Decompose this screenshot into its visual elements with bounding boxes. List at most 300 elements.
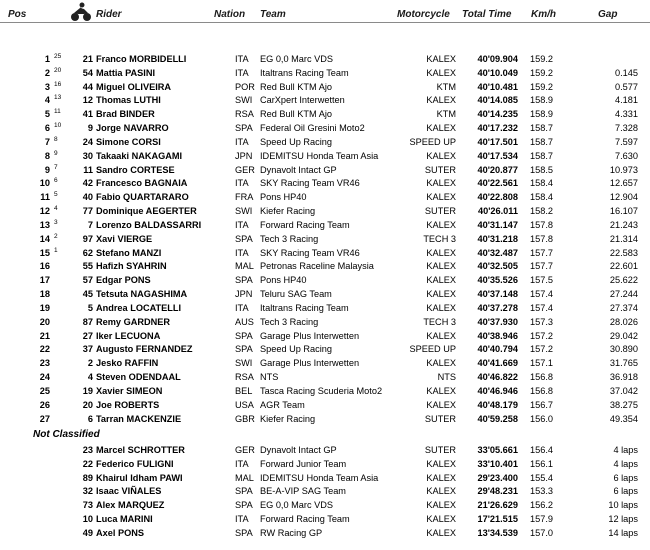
motorcycle-cell: KALEX bbox=[426, 330, 456, 341]
rider-name-cell: Franco MORBIDELLI bbox=[96, 54, 187, 64]
rider-name-cell: Jesko RAFFIN bbox=[96, 358, 159, 369]
speed-cell: 159.2 bbox=[530, 67, 553, 78]
speed-cell: 157.0 bbox=[530, 527, 553, 538]
nation-cell: SWI bbox=[235, 95, 253, 106]
rider-number-cell: 32 bbox=[82, 486, 93, 497]
rider-number-cell: 30 bbox=[82, 150, 93, 161]
not-classified-row bbox=[0, 457, 650, 471]
result-row bbox=[0, 315, 650, 329]
result-row bbox=[0, 93, 650, 107]
position-cell: 15 bbox=[39, 247, 50, 258]
rider-number-cell: 24 bbox=[82, 136, 93, 147]
speed-cell: 159.2 bbox=[530, 81, 553, 92]
gap-cell: 49.354 bbox=[609, 413, 638, 424]
total-time-cell: 33'05.661 bbox=[477, 445, 518, 455]
result-row bbox=[0, 356, 650, 370]
rider-name-cell: Mattia PASINI bbox=[96, 67, 156, 78]
team-cell: Red Bull KTM Ajo bbox=[260, 81, 332, 92]
not-classified-row bbox=[0, 526, 650, 540]
team-cell: Kiefer Racing bbox=[260, 206, 316, 217]
speed-cell: 156.0 bbox=[530, 413, 553, 424]
gap-cell: 4 laps bbox=[613, 445, 638, 455]
position-cell: 21 bbox=[39, 330, 50, 341]
speed-cell: 158.5 bbox=[530, 164, 553, 175]
rider-name-cell: Francesco BAGNAIA bbox=[96, 178, 188, 189]
nation-cell: USA bbox=[235, 399, 254, 410]
nation-cell: SPA bbox=[235, 344, 253, 355]
rider-name-cell: Alex MARQUEZ bbox=[96, 500, 165, 511]
team-cell: Italtrans Racing Team bbox=[260, 67, 349, 78]
position-cell: 19 bbox=[39, 302, 50, 313]
motorcycle-cell: KALEX bbox=[426, 514, 456, 525]
result-row bbox=[0, 246, 650, 260]
total-time-cell: 40'46.946 bbox=[477, 385, 518, 396]
team-cell: Tech 3 Racing bbox=[260, 316, 319, 327]
team-cell: IDEMITSU Honda Team Asia bbox=[260, 472, 379, 483]
rider-name-cell: Augusto FERNANDEZ bbox=[96, 344, 193, 355]
total-time-cell: 29'48.231 bbox=[477, 486, 518, 497]
team-cell: RW Racing GP bbox=[260, 527, 323, 538]
speed-cell: 158.2 bbox=[530, 206, 553, 217]
nation-cell: ITA bbox=[235, 136, 249, 147]
position-cell: 18 bbox=[39, 289, 50, 300]
result-row bbox=[0, 190, 650, 204]
position-cell: 10 bbox=[39, 178, 50, 189]
total-time-cell: 40'17.534 bbox=[477, 150, 518, 161]
speed-cell: 157.7 bbox=[530, 261, 553, 272]
rider-name-cell: Joe ROBERTS bbox=[96, 399, 160, 410]
nation-cell: GER bbox=[235, 445, 255, 455]
rider-name-cell: Dominique AEGERTER bbox=[96, 206, 197, 217]
position-cell: 1 bbox=[44, 54, 50, 64]
motorcycle-cell: KTM bbox=[436, 81, 456, 92]
total-time-cell: 21'26.629 bbox=[477, 500, 518, 511]
motorcycle-cell: SPEED UP bbox=[409, 136, 456, 147]
rider-number-cell: 89 bbox=[82, 472, 93, 483]
grid-position-cell: 13 bbox=[54, 94, 62, 102]
motorcycle-cell: KALEX bbox=[426, 95, 456, 106]
motorcycle-cell: KALEX bbox=[426, 261, 456, 272]
gap-cell: 12.904 bbox=[609, 192, 638, 203]
not-classified-row bbox=[0, 443, 650, 457]
motorcycle-cell: NTS bbox=[437, 372, 456, 383]
rider-number-cell: 27 bbox=[82, 330, 93, 341]
result-row bbox=[0, 342, 650, 356]
total-time-cell: 40'38.946 bbox=[477, 330, 518, 341]
rider-number-cell: 23 bbox=[82, 445, 93, 455]
rider-name-cell: Miguel OLIVEIRA bbox=[96, 81, 172, 92]
nation-cell: ITA bbox=[235, 219, 249, 230]
nation-cell: FRA bbox=[235, 192, 254, 203]
speed-cell: 157.5 bbox=[530, 275, 553, 286]
motorcycle-cell: KALEX bbox=[426, 486, 456, 497]
total-time-cell: 40'10.481 bbox=[477, 81, 518, 92]
nation-cell: ITA bbox=[235, 54, 249, 64]
gap-cell: 27.244 bbox=[609, 289, 638, 300]
nation-cell: ITA bbox=[235, 67, 249, 78]
total-time-cell: 40'14.085 bbox=[477, 95, 518, 106]
grid-position-cell: 11 bbox=[54, 108, 61, 116]
rider-name-cell: Federico FULIGNI bbox=[96, 458, 174, 469]
rider-number-cell: 57 bbox=[82, 275, 93, 286]
gap-cell: 10 laps bbox=[608, 500, 638, 511]
rider-name-cell: Takaaki NAKAGAMI bbox=[96, 150, 183, 161]
col-pos-header: Pos bbox=[8, 9, 27, 20]
rider-number-cell: 77 bbox=[82, 206, 93, 217]
rider-number-cell: 12 bbox=[82, 95, 93, 106]
speed-cell: 156.4 bbox=[530, 445, 553, 455]
rider-name-cell: Remy GARDNER bbox=[96, 316, 171, 327]
rider-name-cell: Khairul Idham PAWI bbox=[96, 472, 183, 483]
grid-position-cell: 1 bbox=[54, 246, 58, 254]
result-row bbox=[0, 80, 650, 94]
rider-number-cell: 7 bbox=[87, 219, 93, 230]
speed-cell: 158.7 bbox=[530, 136, 553, 147]
position-cell: 8 bbox=[44, 150, 50, 161]
motorcycle-cell: KALEX bbox=[426, 399, 456, 410]
motorcycle-cell: KALEX bbox=[426, 192, 456, 203]
rider-number-cell: 45 bbox=[82, 289, 93, 300]
rider-name-cell: Thomas LUTHI bbox=[96, 95, 161, 106]
speed-cell: 156.1 bbox=[530, 458, 553, 469]
rider-number-cell: 42 bbox=[82, 178, 93, 189]
nation-cell: SPA bbox=[235, 330, 253, 341]
gap-cell: 28.026 bbox=[609, 316, 638, 327]
team-cell: Garage Plus Interwetten bbox=[260, 330, 360, 341]
position-cell: 7 bbox=[44, 136, 50, 147]
total-time-cell: 40'09.904 bbox=[477, 54, 518, 64]
rider-number-cell: 10 bbox=[82, 514, 93, 525]
team-cell: Federal Oil Gresini Moto2 bbox=[260, 123, 365, 134]
rider-number-cell: 49 bbox=[82, 527, 93, 538]
col-team-header: Team bbox=[260, 9, 286, 20]
rider-name-cell: Axel PONS bbox=[96, 527, 144, 538]
total-time-cell: 40'41.669 bbox=[477, 358, 518, 369]
position-cell: 2 bbox=[44, 67, 50, 78]
speed-cell: 157.9 bbox=[530, 514, 553, 525]
grid-position-cell: 25 bbox=[54, 53, 62, 60]
nation-cell: ITA bbox=[235, 514, 249, 525]
gap-cell: 21.314 bbox=[609, 233, 638, 244]
gap-cell: 7.597 bbox=[615, 136, 638, 147]
nation-cell: AUS bbox=[235, 316, 254, 327]
gap-cell: 7.630 bbox=[615, 150, 638, 161]
result-row bbox=[0, 301, 650, 315]
team-cell: Forward Racing Team bbox=[260, 219, 350, 230]
team-cell: EG 0,0 Marc VDS bbox=[260, 500, 334, 511]
gap-cell: 22.601 bbox=[609, 261, 638, 272]
nation-cell: GER bbox=[235, 164, 255, 175]
motorcycle-cell: KALEX bbox=[426, 472, 456, 483]
gap-cell: 29.042 bbox=[609, 330, 638, 341]
total-time-cell: 40'48.179 bbox=[477, 399, 518, 410]
gap-cell: 38.275 bbox=[609, 399, 638, 410]
rider-number-cell: 55 bbox=[82, 261, 93, 272]
speed-cell: 157.7 bbox=[530, 247, 553, 258]
grid-position-cell: 20 bbox=[54, 66, 62, 74]
rider-number-cell: 54 bbox=[82, 67, 93, 78]
team-cell: Tech 3 Racing bbox=[260, 233, 319, 244]
result-row bbox=[0, 121, 650, 135]
team-cell: BE-A-VIP SAG Team bbox=[260, 486, 346, 497]
results-header bbox=[0, 0, 650, 22]
col-rider-header: Rider bbox=[96, 9, 122, 20]
position-cell: 24 bbox=[39, 372, 50, 383]
motorcycle-cell: KALEX bbox=[426, 385, 456, 396]
col-motorcycle-header: Motorcycle bbox=[397, 9, 450, 20]
result-row bbox=[0, 384, 650, 398]
team-cell: Forward Junior Team bbox=[260, 458, 347, 469]
gap-cell: 14 laps bbox=[608, 527, 638, 538]
result-row bbox=[0, 204, 650, 218]
motorcycle-cell: KALEX bbox=[426, 500, 456, 511]
speed-cell: 156.8 bbox=[530, 372, 553, 383]
gap-cell: 6 laps bbox=[613, 472, 638, 483]
team-cell: Speed Up Racing bbox=[260, 136, 333, 147]
position-cell: 23 bbox=[39, 358, 50, 369]
result-row bbox=[0, 149, 650, 163]
speed-cell: 156.7 bbox=[530, 399, 553, 410]
rider-name-cell: Stefano MANZI bbox=[96, 247, 162, 258]
nation-cell: SPA bbox=[235, 233, 253, 244]
speed-cell: 157.8 bbox=[530, 233, 553, 244]
rider-name-cell: Edgar PONS bbox=[96, 275, 151, 286]
result-row bbox=[0, 273, 650, 287]
grid-position-cell: 8 bbox=[54, 135, 58, 143]
motorcycle-cell: SPEED UP bbox=[409, 344, 456, 355]
grid-position-cell: 6 bbox=[54, 177, 58, 185]
speed-cell: 157.3 bbox=[530, 316, 553, 327]
rider-number-cell: 5 bbox=[87, 302, 93, 313]
rider-number-cell: 22 bbox=[82, 458, 93, 469]
team-cell: CarXpert Interwetten bbox=[260, 95, 345, 106]
motorcycle-cell: KALEX bbox=[426, 458, 456, 469]
position-cell: 5 bbox=[44, 109, 50, 120]
speed-cell: 153.3 bbox=[530, 486, 553, 497]
rider-number-cell: 9 bbox=[87, 123, 93, 134]
motorcycle-cell: KALEX bbox=[426, 302, 456, 313]
rider-number-cell: 62 bbox=[82, 247, 93, 258]
result-row bbox=[0, 218, 650, 232]
motorcycle-cell: KALEX bbox=[426, 219, 456, 230]
nation-cell: MAL bbox=[235, 261, 254, 272]
col-kmh-header: Km/h bbox=[531, 9, 556, 20]
total-time-cell: 33'10.401 bbox=[477, 458, 518, 469]
team-cell: Red Bull KTM Ajo bbox=[260, 109, 332, 120]
grid-position-cell: 3 bbox=[54, 218, 58, 226]
team-cell: Teluru SAG Team bbox=[260, 289, 332, 300]
gap-cell: 4.181 bbox=[615, 95, 638, 106]
motorcycle-cell: SUTER bbox=[424, 413, 456, 424]
gap-cell: 37.042 bbox=[609, 385, 638, 396]
total-time-cell: 40'17.232 bbox=[477, 123, 518, 134]
gap-cell: 22.583 bbox=[609, 247, 638, 258]
team-cell: Petronas Raceline Malaysia bbox=[260, 261, 374, 272]
motorcycle-cell: KALEX bbox=[426, 527, 456, 538]
motorcycle-cell: TECH 3 bbox=[423, 233, 456, 244]
team-cell: AGR Team bbox=[260, 399, 305, 410]
position-cell: 16 bbox=[39, 261, 50, 272]
rider-number-cell: 41 bbox=[82, 109, 93, 120]
position-cell: 17 bbox=[39, 275, 50, 286]
rider-name-cell: Tarran MACKENZIE bbox=[96, 413, 182, 424]
nation-cell: SPA bbox=[235, 123, 253, 134]
total-time-cell: 40'31.218 bbox=[477, 233, 518, 244]
position-cell: 20 bbox=[39, 316, 50, 327]
col-total-time-header: Total Time bbox=[462, 9, 512, 20]
team-cell: Garage Plus Interwetten bbox=[260, 358, 360, 369]
rider-name-cell: Sandro CORTESE bbox=[96, 164, 175, 175]
rider-name-cell: Steven ODENDAAL bbox=[96, 372, 181, 383]
motorcycle-cell: TECH 3 bbox=[423, 316, 456, 327]
result-row bbox=[0, 259, 650, 273]
motorcycle-cell: KALEX bbox=[426, 289, 456, 300]
total-time-cell: 40'22.561 bbox=[477, 178, 518, 189]
grid-position-cell: 2 bbox=[54, 232, 58, 240]
total-time-cell: 40'22.808 bbox=[477, 192, 518, 203]
gap-cell: 30.890 bbox=[609, 344, 638, 355]
grid-position-cell: 5 bbox=[54, 191, 58, 199]
gap-cell: 4.331 bbox=[615, 109, 638, 120]
motorcycle-cell: KALEX bbox=[426, 358, 456, 369]
total-time-cell: 40'32.505 bbox=[477, 261, 518, 272]
total-time-cell: 40'17.501 bbox=[477, 136, 518, 147]
result-row bbox=[0, 52, 650, 66]
rider-number-cell: 4 bbox=[87, 372, 93, 383]
position-cell: 22 bbox=[39, 344, 50, 355]
result-row bbox=[0, 412, 650, 426]
position-cell: 27 bbox=[39, 413, 50, 424]
rider-number-cell: 20 bbox=[82, 399, 93, 410]
header-divider bbox=[0, 22, 650, 23]
team-cell: Kiefer Racing bbox=[260, 413, 316, 424]
position-cell: 26 bbox=[39, 399, 50, 410]
gap-cell: 16.107 bbox=[609, 206, 638, 217]
speed-cell: 158.9 bbox=[530, 95, 553, 106]
rider-name-cell: Tetsuta NAGASHIMA bbox=[96, 289, 188, 300]
gap-cell: 4 laps bbox=[613, 458, 638, 469]
col-gap-header: Gap bbox=[598, 9, 618, 20]
total-time-cell: 29'23.400 bbox=[477, 472, 518, 483]
speed-cell: 157.4 bbox=[530, 302, 553, 313]
team-cell: Pons HP40 bbox=[260, 275, 307, 286]
rider-name-cell: Jorge NAVARRO bbox=[96, 123, 169, 134]
gap-cell: 10.973 bbox=[609, 164, 638, 175]
motorcycle-cell: KALEX bbox=[426, 67, 456, 78]
team-cell: Tasca Racing Scuderia Moto2 bbox=[260, 385, 383, 396]
speed-cell: 158.7 bbox=[530, 150, 553, 161]
gap-cell: 12 laps bbox=[608, 514, 638, 525]
gap-cell: 0.577 bbox=[615, 81, 638, 92]
team-cell: Forward Racing Team bbox=[260, 514, 350, 525]
nation-cell: SWI bbox=[235, 358, 253, 369]
nation-cell: SPA bbox=[235, 486, 253, 497]
team-cell: Pons HP40 bbox=[260, 192, 307, 203]
rider-number-cell: 40 bbox=[82, 192, 93, 203]
grid-position-cell: 10 bbox=[54, 122, 62, 130]
not-classified-row bbox=[0, 498, 650, 512]
speed-cell: 157.1 bbox=[530, 358, 553, 369]
speed-cell: 158.4 bbox=[530, 178, 553, 189]
total-time-cell: 40'37.148 bbox=[477, 289, 518, 300]
speed-cell: 159.2 bbox=[530, 54, 553, 64]
result-row bbox=[0, 398, 650, 412]
gap-cell: 36.918 bbox=[609, 372, 638, 383]
nation-cell: SWI bbox=[235, 206, 253, 217]
position-cell: 11 bbox=[40, 192, 50, 203]
rider-name-cell: Xavi VIERGE bbox=[96, 233, 153, 244]
position-cell: 4 bbox=[44, 95, 50, 106]
rider-name-cell: Fabio QUARTARARO bbox=[96, 192, 189, 203]
rider-name-cell: Iker LECUONA bbox=[96, 330, 161, 341]
motorcycle-cell: SUTER bbox=[424, 445, 456, 455]
rider-number-cell: 6 bbox=[87, 413, 93, 424]
total-time-cell: 17'21.515 bbox=[477, 514, 518, 525]
team-cell: Italtrans Racing Team bbox=[260, 302, 349, 313]
position-cell: 14 bbox=[39, 233, 50, 244]
speed-cell: 156.8 bbox=[530, 385, 553, 396]
gap-cell: 12.657 bbox=[609, 178, 638, 189]
motorcycle-cell: KTM bbox=[436, 109, 456, 120]
team-cell: SKY Racing Team VR46 bbox=[260, 178, 360, 189]
grid-position-cell: 7 bbox=[54, 163, 58, 171]
nation-cell: RSA bbox=[235, 109, 254, 120]
speed-cell: 157.4 bbox=[530, 289, 553, 300]
gap-cell: 25.622 bbox=[609, 275, 638, 286]
total-time-cell: 40'10.049 bbox=[477, 67, 518, 78]
motorcycle-cell: KALEX bbox=[426, 150, 456, 161]
total-time-cell: 40'46.822 bbox=[477, 372, 518, 383]
not-classified-row bbox=[0, 471, 650, 485]
result-row bbox=[0, 370, 650, 384]
team-cell: IDEMITSU Honda Team Asia bbox=[260, 150, 379, 161]
speed-cell: 158.9 bbox=[530, 109, 553, 120]
rider-name-cell: Luca MARINI bbox=[96, 514, 153, 525]
rider-name-cell: Andrea LOCATELLI bbox=[96, 302, 182, 313]
rider-name-cell: Simone CORSI bbox=[96, 136, 161, 147]
motorcycle-cell: SUTER bbox=[424, 206, 456, 217]
rider-number-cell: 44 bbox=[82, 81, 93, 92]
position-cell: 9 bbox=[44, 164, 50, 175]
team-cell: NTS bbox=[260, 372, 279, 383]
result-row bbox=[0, 176, 650, 190]
not-classified-row bbox=[0, 484, 650, 498]
gap-cell: 27.374 bbox=[609, 302, 638, 313]
team-cell: EG 0,0 Marc VDS bbox=[260, 54, 334, 64]
position-cell: 13 bbox=[39, 219, 50, 230]
rider-name-cell: Isaac VIÑALES bbox=[96, 486, 162, 497]
motorcycle-cell: KALEX bbox=[426, 275, 456, 286]
rider-number-cell: 2 bbox=[87, 358, 93, 369]
total-time-cell: 13'34.539 bbox=[477, 527, 518, 538]
rider-name-cell: Marcel SCHROTTER bbox=[96, 445, 185, 455]
position-cell: 3 bbox=[44, 81, 50, 92]
speed-cell: 155.4 bbox=[530, 472, 553, 483]
rider-number-cell: 73 bbox=[82, 500, 93, 511]
nation-cell: GBR bbox=[235, 413, 255, 424]
total-time-cell: 40'20.877 bbox=[477, 164, 518, 175]
nation-cell: ITA bbox=[235, 458, 249, 469]
rider-number-cell: 87 bbox=[82, 316, 93, 327]
gap-cell: 0.145 bbox=[615, 67, 638, 78]
col-nation-header: Nation bbox=[214, 9, 246, 20]
gap-cell: 7.328 bbox=[615, 123, 638, 134]
result-row bbox=[0, 107, 650, 121]
rider-number-cell: 37 bbox=[82, 344, 93, 355]
speed-cell: 156.2 bbox=[530, 500, 553, 511]
motorcycle-cell: KALEX bbox=[426, 54, 456, 64]
rider-number-cell: 11 bbox=[83, 164, 93, 175]
